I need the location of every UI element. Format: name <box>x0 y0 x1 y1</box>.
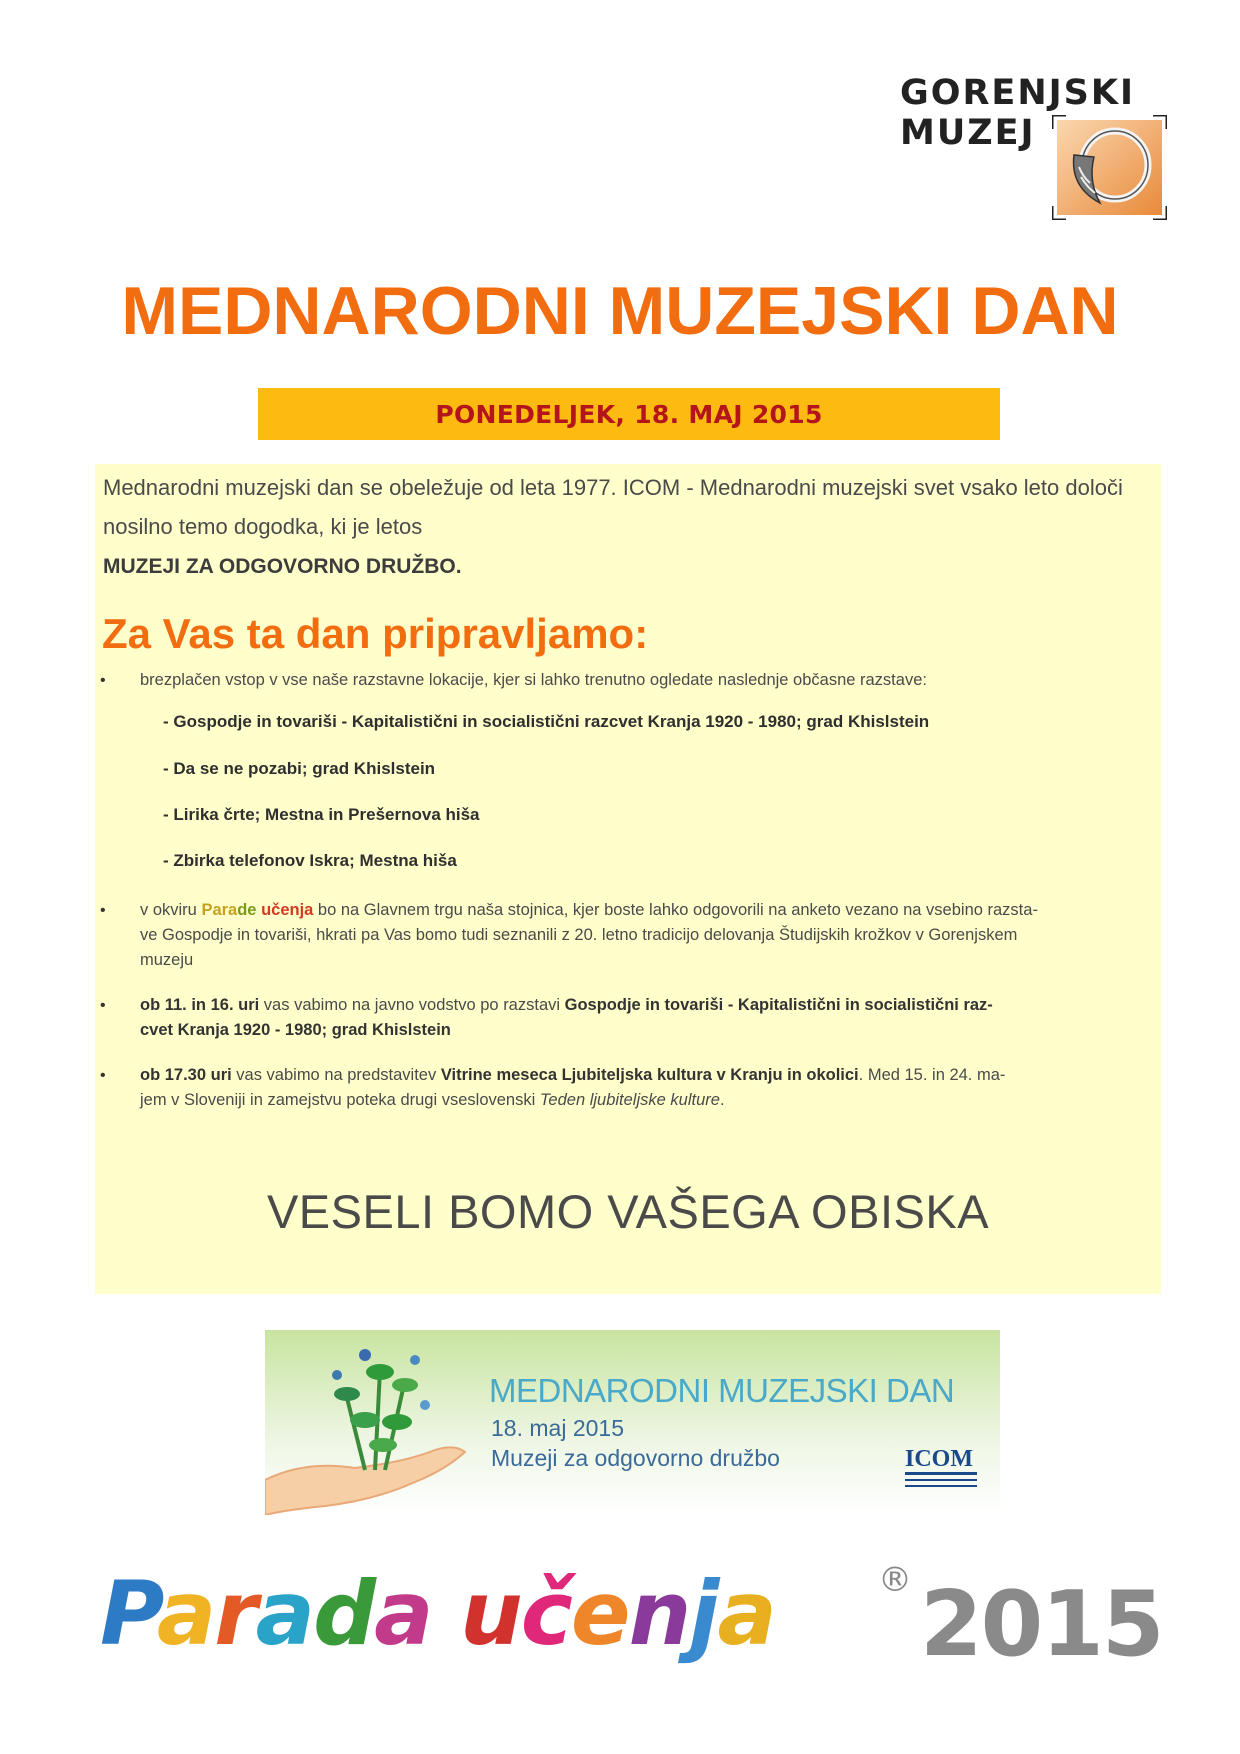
list-item <box>100 993 1150 1043</box>
tour-exhibition: cvet Kranja 1920 - 1980; grad Khislstein <box>140 1021 451 1039</box>
gorenjski-muzej-logo <box>900 70 1175 225</box>
tour-time: ob 11. in 16. uri <box>140 996 260 1014</box>
wordmark-letter: j <box>689 1562 718 1665</box>
wordmark-letter: a <box>156 1562 215 1665</box>
icom-logo-icon <box>903 1438 983 1498</box>
exhibition-item: - Gospodje in tovariši - Kapitalistični in socialistični razcvet Kranja 1920 - 1980; grad Khislstein <box>163 712 930 731</box>
bullet-icon: • <box>100 902 106 919</box>
museum-day-banner <box>265 1330 1000 1515</box>
registered-mark: ® <box>878 1560 912 1600</box>
wordmark-letter: a <box>717 1562 775 1665</box>
bullet-icon: • <box>100 1067 106 1084</box>
date-bar <box>258 388 1000 440</box>
wordmark-letter: r <box>214 1562 256 1665</box>
program-heading: Za Vas ta dan pripravljamo: <box>102 610 649 657</box>
intro-paragraph <box>103 468 1153 586</box>
free-entry-text: brezplačen vstop v vse naše razstavne lokacije, kjer si lahko trenutno ogledate naslednje občasne razstave: <box>140 671 927 689</box>
parada-ucenja-logo <box>100 1560 1180 1690</box>
banner-title: MEDNARODNI MUZEJSKI DAN <box>489 1372 955 1409</box>
wordmark-letter: č <box>520 1562 571 1665</box>
parada-ucenja-wordmark <box>100 1562 775 1665</box>
wordmark-letter: e <box>570 1562 629 1665</box>
wordmark-letter: d <box>313 1562 375 1665</box>
vitrine-title: Vitrine meseca Ljubiteljska kultura v Kranju in okolici <box>440 1066 859 1084</box>
item-text: v okviru <box>140 901 202 919</box>
wordmark-letter: P <box>100 1562 157 1665</box>
logo-emblem-icon <box>1052 115 1167 220</box>
exhibition-item: - Lirika črte; Mestna in Prešernova hiša <box>163 805 480 824</box>
list-item <box>100 668 1150 693</box>
culture-week-title: Teden ljubiteljske kulture <box>539 1091 720 1109</box>
logo-line2: MUZEJ <box>900 113 1036 153</box>
item-text: bo na Glavnem trgu naša stojnica, kjer boste lahko odgovorili na anketo vezano na vsebino razsta- <box>313 901 1038 919</box>
bullet-icon: • <box>100 672 106 689</box>
parade-ucenja-highlight <box>201 901 313 919</box>
item-text: muzeju <box>140 951 194 969</box>
list-item <box>100 1063 1150 1113</box>
item-text: vas vabimo na javno vodstvo po razstavi <box>259 996 565 1014</box>
item-text: . Med 15. in 24. ma- <box>858 1066 1006 1084</box>
event-date: PONEDELJEK, 18. MAJ 2015 <box>435 399 823 429</box>
wordmark-letter: a <box>255 1562 314 1665</box>
item-text: . <box>719 1091 725 1109</box>
logo-line1: GORENJSKI <box>900 73 1136 113</box>
exhibition-item: - Da se ne pozabi; grad Khislstein <box>163 759 436 778</box>
item-text: ve Gospodje in tovariši, hkrati pa Vas bomo tudi seznanili z 20. letno tradicijo delovanja Študijskih krožkov v Gorenjskem <box>140 926 1018 944</box>
wordmark-letter: n <box>628 1562 690 1665</box>
intro-theme: MUZEJI ZA ODGOVORNO DRUŽBO. <box>103 555 462 578</box>
banner-theme: Muzeji za odgovorno družbo <box>491 1445 780 1471</box>
closing-text: VESELI BOMO VAŠEGA OBISKA <box>266 1185 990 1238</box>
tour-exhibition: Gospodje in tovariši - Kapitalistični in socialistični raz- <box>564 996 993 1014</box>
item-text: vas vabimo na predstavitev <box>231 1066 441 1084</box>
main-title: MEDNARODNI MUZEJSKI DAN <box>121 273 1119 349</box>
wordmark-letter: a <box>374 1562 432 1665</box>
content-panel <box>95 464 1161 1294</box>
banner-date: 18. maj 2015 <box>491 1415 624 1441</box>
parade-part: Para <box>201 901 238 919</box>
intro-text: Mednarodni muzejski dan se obeležuje od leta 1977. ICOM - Mednarodni muzejski svet vsako leto določi nosilno temo dogodka, ki je letos <box>103 475 1123 539</box>
wordmark-letter: u <box>460 1562 521 1665</box>
parade-part: de <box>237 901 262 919</box>
svg-text:ICOM: ICOM <box>905 1446 973 1472</box>
parade-part: učenja <box>261 901 314 919</box>
wordmark-letter <box>431 1562 460 1665</box>
presentation-time: ob 17.30 uri <box>140 1066 232 1084</box>
bullet-icon: • <box>100 997 106 1014</box>
item-text: jem v Sloveniji in zamejstvu poteka drugi vseslovenski <box>140 1091 540 1109</box>
parade-year: 2015 <box>920 1572 1163 1677</box>
hand-plant-icon <box>265 1330 495 1515</box>
list-item <box>100 898 1150 973</box>
exhibition-item: - Zbirka telefonov Iskra; Mestna hiša <box>163 851 457 870</box>
